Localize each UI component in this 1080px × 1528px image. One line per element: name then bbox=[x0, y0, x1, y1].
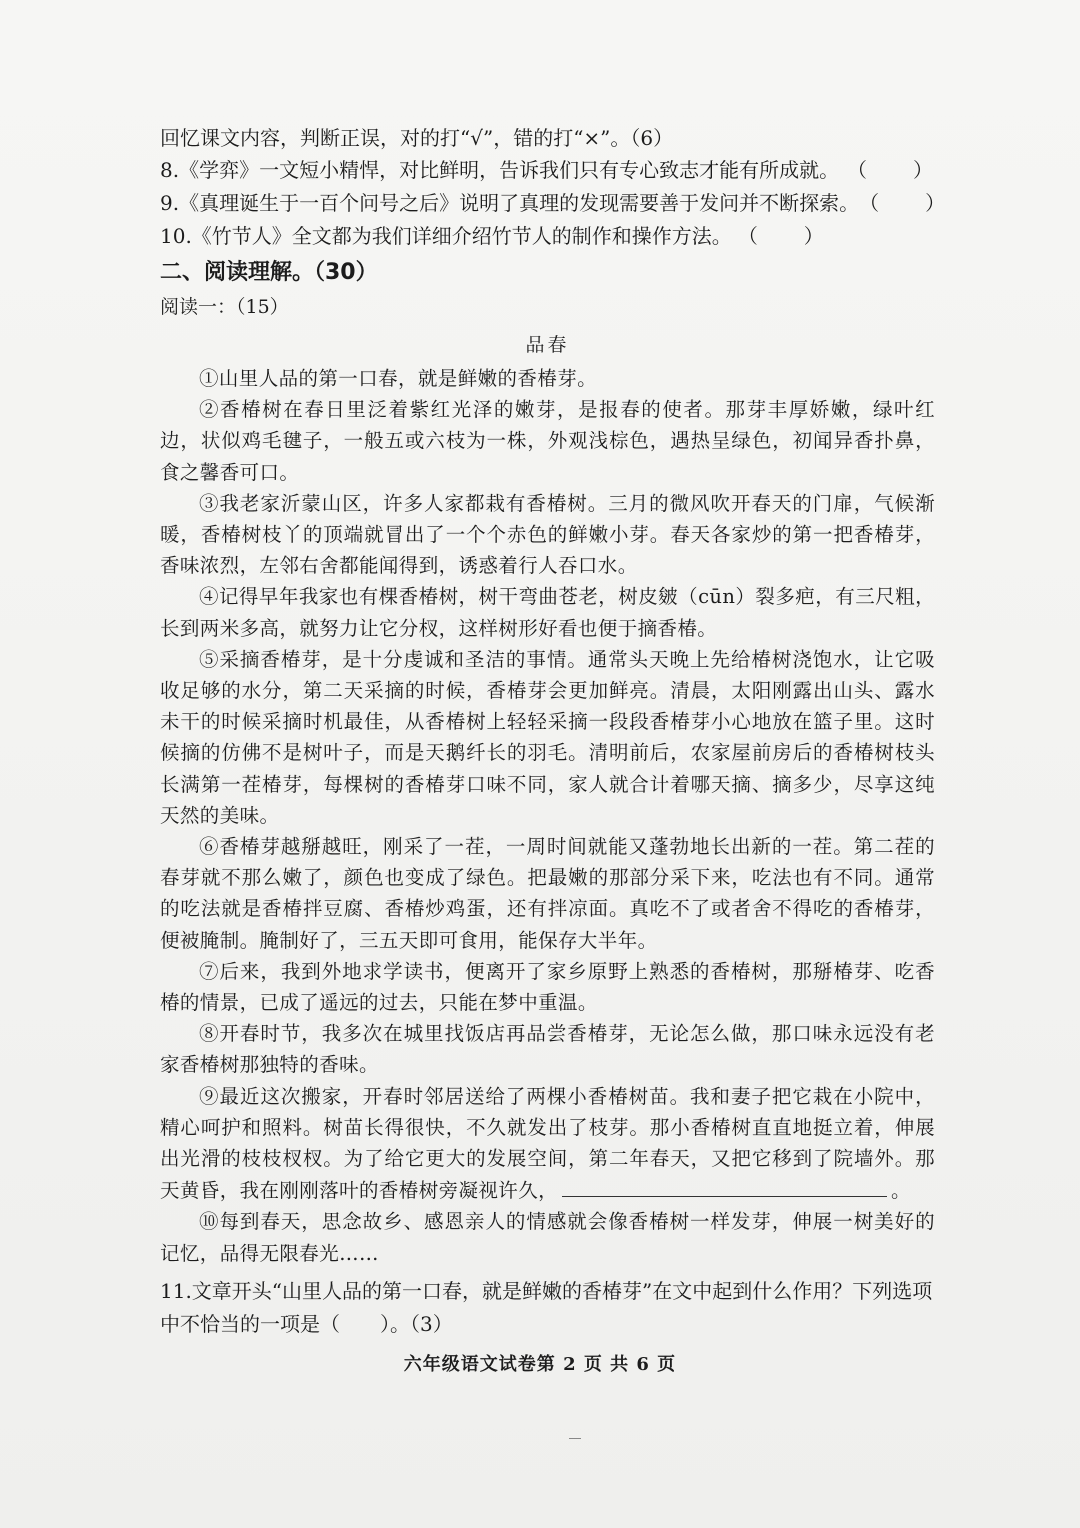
paragraph-8: ⑧开春时节，我多次在城里找饭店再品尝香椿芽，无论怎么做，那口味永远没有老家香椿树那独特的香味。 bbox=[160, 1022, 935, 1077]
paragraph-9 bbox=[160, 1081, 935, 1207]
paragraph-5: ⑤采摘香椿芽，是十分虔诚和圣洁的事情。通常头天晚上先给椿树浇饱水，让它吸收足够的水分，第二天采摘的时候，香椿芽会更加鲜亮。清晨，太阳刚露出山头、露水未干的时候采摘时机最佳，从香椿树上轻轻采摘一段段香椿芽小心地放在篮子里。这时候摘的仿佛不是树叶子，而是天鹅纤长的羽毛。清明前后，农家屋前房后的香椿树枝头长满第一茬椿芽，每棵树的香椿芽口味不同，家人就合计着哪天摘、摘多少，尽享这纯天然的美味。 bbox=[160, 647, 935, 827]
question-10 bbox=[160, 220, 935, 253]
scan-mark-divider bbox=[569, 1438, 581, 1439]
passage-title: 品春 bbox=[525, 334, 570, 356]
page-footer: 六年级语文试卷第 2 页 共 6 页 bbox=[403, 1354, 677, 1375]
reading-one-label: 阅读一：（15） bbox=[160, 296, 289, 318]
question-11: 11.文章开头“山里人品的第一口春，就是鲜嫩的香椿芽”在文中起到什么作用？下列选项中不恰当的一项是（ ）。（3） bbox=[160, 1278, 933, 1336]
fill-in-blank[interactable] bbox=[562, 1174, 887, 1197]
question-9-text: 9.《真理诞生于一百个问号之后》说明了真理的发现需要善于发问并不断探索。 bbox=[160, 191, 860, 215]
paragraph-2: ②香椿树在春日里泛着紫红光泽的嫩芽，是报春的使者。那芽丰厚娇嫩，绿叶红边，状似鸡毛毽子，一般五或六枝为一株，外观浅棕色，遇热呈绿色，初闻异香扑鼻，食之馨香可口。 bbox=[160, 398, 935, 484]
paragraph-4: ④记得早年我家也有棵香椿树，树干弯曲苍老，树皮皴（cūn）裂多疤，有三尺粗，长到两米多高，就努力让它分杈，这样树形好看也便于摘香椿。 bbox=[160, 585, 935, 640]
question-8-answer-paren[interactable]: （ ） bbox=[847, 158, 935, 182]
paragraph-9-end: 。 bbox=[891, 1179, 911, 1203]
question-8-text: 8.《学弈》一文短小精悍，对比鲜明，告诉我们只有专心致志才能有所成就。 bbox=[160, 158, 840, 182]
paragraph-1: ①山里人品的第一口春，就是鲜嫩的香椿芽。 bbox=[199, 367, 598, 390]
section-heading-reading: 二、阅读理解。（30） bbox=[160, 260, 378, 285]
paragraph-7: ⑦后来，我到外地求学读书，便离开了家乡原野上熟悉的香椿树，那掰椿芽、吃香椿的情景，已成了遥远的过去，只能在梦中重温。 bbox=[160, 959, 935, 1015]
question-10-text: 10.《竹节人》全文都为我们详细介绍竹节人的制作和操作方法。 bbox=[160, 224, 732, 248]
paragraph-3: ③我老家沂蒙山区，许多人家都栽有香椿树。三月的微风吹开春天的门扉，气候渐暖，香椿树枝丫的顶端就冒出了一个个赤色的鲜嫩小芽。春天各家炒的第一把香椿芽，香味浓烈，左邻右舍都能闻得到，诱惑着行人吞口水。 bbox=[160, 491, 935, 578]
page-content bbox=[160, 122, 948, 1341]
question-9 bbox=[160, 187, 948, 220]
instruction-line: 回忆课文内容，判断正误，对的打“√”，错的打“×”。（6） bbox=[160, 126, 674, 150]
paragraph-6: ⑥香椿芽越掰越旺，刚采了一茬，一周时间就能又蓬勃地长出新的一茬。第二茬的春芽就不那么嫩了，颜色也变成了绿色。把最嫩的那部分采下来，吃法也有不同。通常的吃法就是香椿拌豆腐、香椿炒鸡蛋，还有拌凉面。真吃不了或者舍不得吃的香椿芽，便被腌制。腌制好了，三五天即可食用，能保存大半年。 bbox=[160, 835, 935, 952]
paragraph-9-text: ⑨最近这次搬家，开春时邻居送给了两棵小香椿树苗。我和妻子把它栽在小院中，精心呵护和照料。树苗长得很快，不久就发出了枝芽。那小香椿树直直地挺立着，伸展出光滑的枝枝杈杈。为了给它更大的发展空间，第二年春天，又把它移到了院墙外。那天黄昏，我在刚刚落叶的香椿树旁凝视许久， bbox=[160, 1084, 935, 1203]
question-8 bbox=[160, 154, 935, 187]
paragraph-10: ⑩每到春天，思念故乡、感恩亲人的情感就会像香椿树一样发芽，伸展一树美好的记忆，品得无限春光…… bbox=[160, 1210, 935, 1265]
question-9-answer-paren[interactable]: （ ） bbox=[859, 191, 948, 215]
question-10-answer-paren[interactable]: （ ） bbox=[737, 224, 826, 248]
